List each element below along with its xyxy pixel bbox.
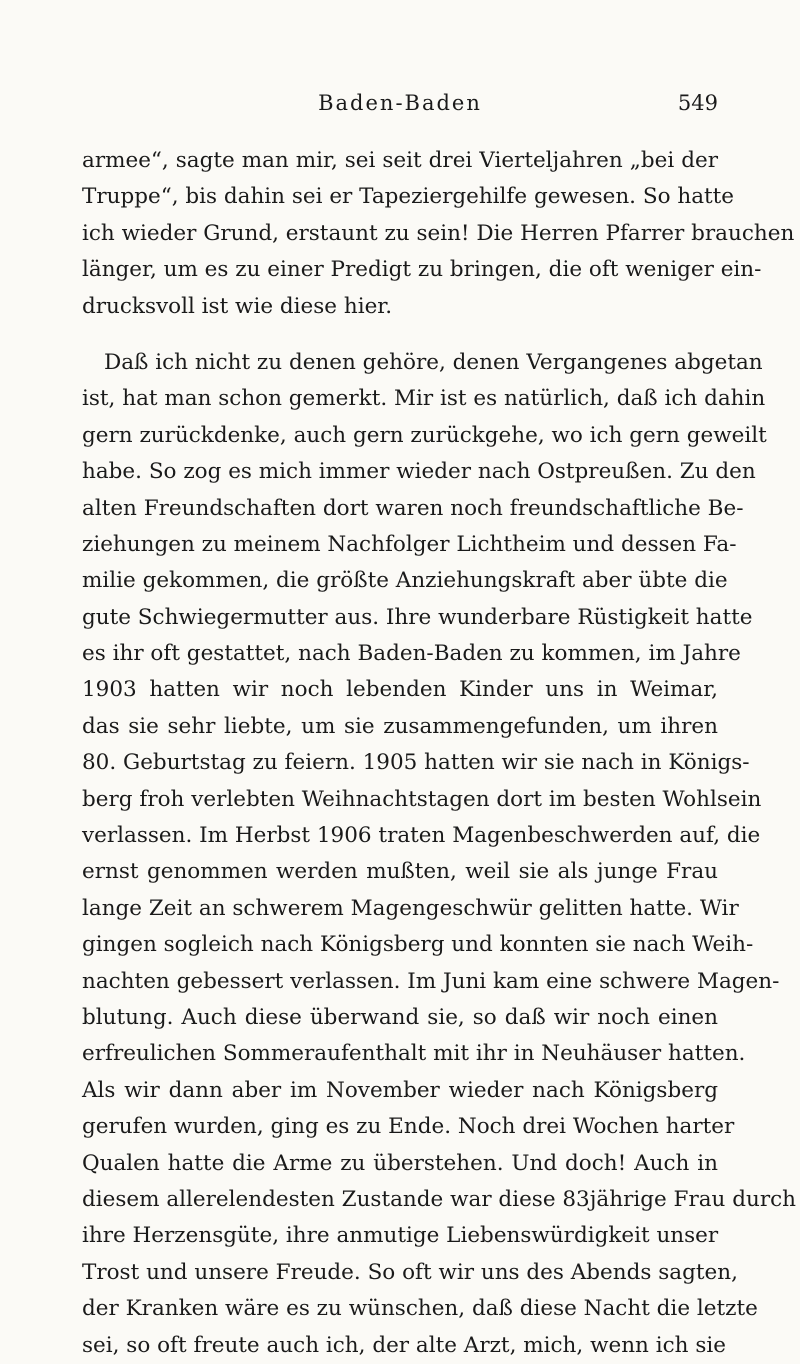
book-page (82, 0, 797, 1358)
text-line: Trost und unsere Freude. So oft wir uns des Abends sagten, (82, 1259, 738, 1285)
text-line: Qualen hatte die Arme zu überstehen. Und doch! Auch in (82, 1150, 718, 1176)
text-line: der Kranken wäre es zu wünschen, daß diese Nacht die letzte (82, 1296, 758, 1322)
text-line: 1903 hatten wir noch lebenden Kinder uns in Weimar, (82, 677, 718, 703)
text-line: verlassen. Im Herbst 1906 traten Magenbeschwerden auf, die (82, 823, 761, 849)
text-line: habe. So zog es mich immer wieder nach Ostpreußen. Zu den (82, 459, 756, 485)
text-line: berg froh verlebten Weihnachtstagen dort im besten Wohlsein (82, 786, 762, 812)
text-line: ernst genommen werden mußten, weil sie als junge Frau (82, 859, 718, 885)
text-line: gern zurückdenke, auch gern zurückgehe, wo ich gern geweilt (82, 422, 767, 448)
paragraph (82, 143, 795, 325)
text-line: gerufen wurden, ging es zu Ende. Noch drei Wochen harter (82, 1114, 735, 1140)
text-line: diesem allerelendesten Zustande war diese 83jährige Frau durch (82, 1186, 797, 1212)
text-line: gingen sogleich nach Königsberg und konnten sie nach Weih- (82, 932, 754, 958)
text-line: milie gekommen, die größte Anziehungskraft aber übte die (82, 568, 728, 594)
paragraph (82, 345, 797, 1364)
text-line: länger, um es zu einer Predigt zu bringen, die oft weniger ein- (82, 257, 762, 283)
text-line: lange Zeit an schwerem Magengeschwür gelitten hatte. Wir (82, 895, 739, 921)
text-line: gute Schwiegermutter aus. Ihre wunderbare Rüstigkeit hatte (82, 604, 753, 630)
text-line: drucksvoll ist wie diese hier. (82, 293, 393, 319)
body-text (82, 143, 797, 1364)
text-line: ziehungen zu meinem Nachfolger Lichtheim und dessen Fa- (82, 531, 737, 557)
paragraph-gap (82, 325, 718, 345)
text-line: das sie sehr liebte, um sie zusammengefunden, um ihren (82, 713, 718, 739)
page-number: 549 (677, 91, 718, 115)
text-line: Als wir dann aber im November wieder nach Königsberg (82, 1077, 718, 1103)
text-line: armee“, sagte man mir, sei seit drei Vierteljahren „bei der (82, 148, 718, 173)
text-line: alten Freundschaften dort waren noch freundschaftliche Be- (82, 495, 744, 521)
text-line: ihre Herzensgüte, ihre anmutige Liebenswürdigkeit unser (82, 1223, 719, 1249)
text-line: erfreulichen Sommeraufenthalt mit ihr in Neuhäuser hatten. (82, 1041, 746, 1067)
page-header (82, 0, 718, 115)
running-head: Baden-Baden (318, 91, 482, 115)
text-line: blutung. Auch diese überwand sie, so daß wir noch einen (82, 1004, 718, 1030)
text-line: ist, hat man schon gemerkt. Mir ist es natürlich, daß ich dahin (82, 386, 766, 412)
text-line: sei, so oft freute auch ich, der alte Arzt, mich, wenn ich sie (82, 1332, 726, 1358)
text-line: es ihr oft gestattet, nach Baden-Baden zu kommen, im Jahre (82, 641, 741, 667)
text-line: Truppe“, bis dahin sei er Tapeziergehilfe gewesen. So hatte (82, 184, 735, 210)
text-line: Daß ich nicht zu denen gehöre, denen Vergangenes abgetan (104, 349, 763, 375)
text-line: nachten gebessert verlassen. Im Juni kam eine schwere Magen- (82, 968, 780, 994)
text-line: ich wieder Grund, erstaunt zu sein! Die Herren Pfarrer brauchen (82, 220, 795, 246)
text-line: 80. Geburtstag zu feiern. 1905 hatten wir sie nach in Königs- (82, 750, 750, 776)
